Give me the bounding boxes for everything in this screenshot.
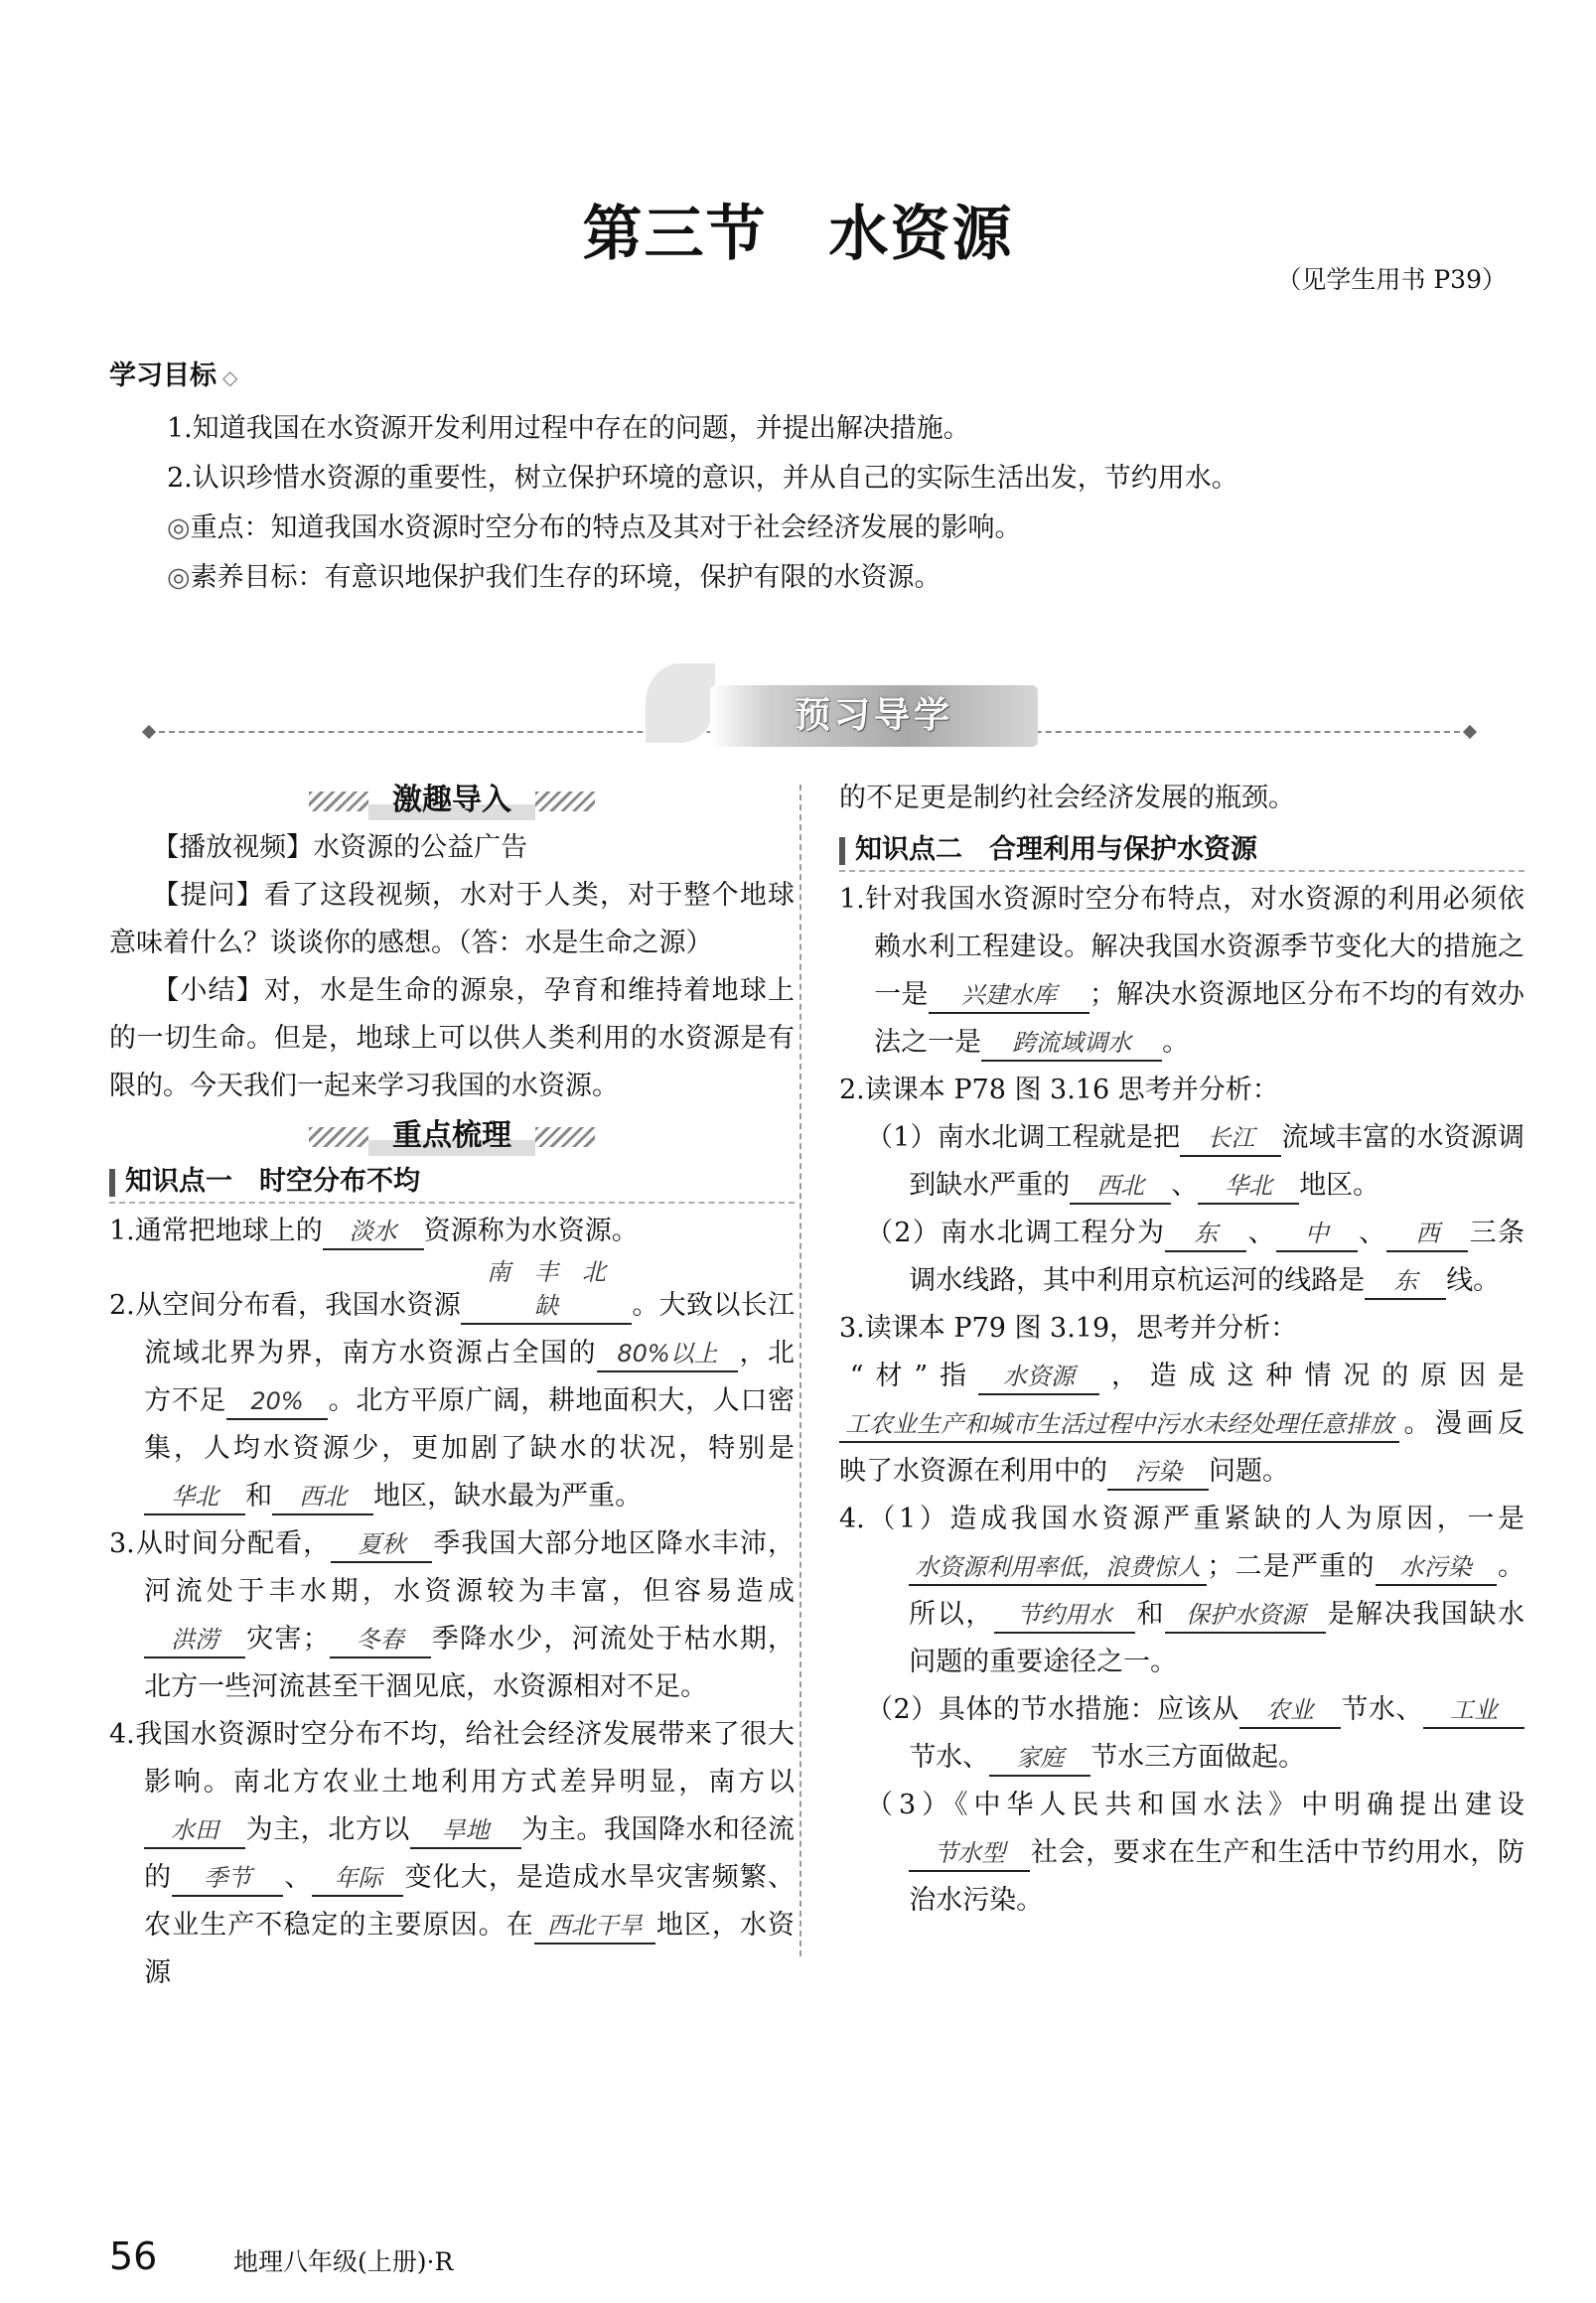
hatch-icon — [535, 1127, 595, 1147]
text: 。大致以长江流域北界为界，南方水资源占全国的 — [144, 1290, 795, 1368]
answer-blank: 水资源利用率低，浪费惊人 — [909, 1550, 1207, 1586]
kp1-q1 — [109, 1208, 795, 1255]
answer-blank: 跨流域调水 — [981, 1026, 1162, 1062]
kp2-q3-intro: 3.读课本 P79 图 3.19，思考并分析： — [839, 1313, 1298, 1344]
text: 为主。我国降水和径流的 — [144, 1814, 796, 1893]
text: ，北方不足 — [144, 1338, 796, 1416]
answer-blank: 节约用水 — [994, 1598, 1135, 1634]
kp1-q2 — [109, 1255, 795, 1520]
circle-mark-icon: ◎ — [167, 512, 191, 543]
goal-item-1: 1.知道我国在水资源开发利用过程中存在的问题，并提出解决措施。 — [167, 413, 970, 444]
answer-blank: 长江 — [1180, 1121, 1281, 1157]
text: 灾害； — [245, 1624, 330, 1655]
text: （2）具体的节水措施：应该从 — [866, 1694, 1239, 1725]
page-number: 56 — [109, 2234, 158, 2278]
text: 是解决我国缺水问题的重要途径之一。 — [909, 1599, 1525, 1677]
answer-blank: 工业 — [1423, 1693, 1524, 1729]
answer-blank: 保护水资源 — [1165, 1598, 1326, 1634]
answer-blank: 西北干旱 — [534, 1909, 655, 1944]
diamond-icon — [1463, 725, 1477, 739]
answer-blank: 南 丰 北 缺 — [461, 1255, 632, 1325]
intro-question: 【提问】看了这段视频，水对于人类，对于整个地球意味着什么？谈谈你的感想。（答：水是生命之源） — [109, 880, 795, 958]
goal-key — [167, 508, 1022, 548]
text: 地区，缺水最为严重。 — [373, 1481, 643, 1511]
answer-blank: 西北 — [272, 1480, 373, 1515]
answer-blank: 污染 — [1107, 1455, 1209, 1491]
answer-blank: 水资源 — [978, 1360, 1099, 1395]
kp1-heading-label: 知识点一 时空分布不均 — [125, 1166, 420, 1197]
kp1-continued — [839, 775, 1524, 822]
answer-blank: 季节 — [172, 1861, 283, 1897]
kp1-q3 — [109, 1520, 795, 1711]
goal-key-text: 重点：知道我国水资源时空分布的特点及其对于社会经济发展的影响。 — [190, 512, 1022, 543]
bar-icon — [839, 837, 845, 865]
intro-heading-label: 激趣导入 — [368, 781, 535, 820]
kp2-heading — [839, 830, 1524, 870]
goals-heading — [109, 354, 237, 392]
answer-blank: 洪涝 — [144, 1623, 245, 1658]
leaf-icon — [646, 663, 715, 743]
kp2-q4-s3 — [839, 1782, 1524, 1925]
kp1-heading — [109, 1162, 795, 1202]
text: 。北方平原广阔，耕地面积大，人口密集，人均水资源少，更加剧了缺水的状况，特别是 — [144, 1385, 796, 1464]
kp2-body — [839, 876, 1524, 1925]
hatch-icon — [309, 1127, 368, 1147]
book-title-footer: 地理八年级(上册)·R — [233, 2247, 454, 2276]
text: 、 — [1357, 1218, 1387, 1248]
kp2-q2-s2 — [839, 1210, 1524, 1305]
text: 地区。 — [1299, 1170, 1380, 1201]
intro-summary: 【小结】对，水是生命的源泉，孕育和维持着地球上的一切生命。但是，地球上可以供人类利用的水资源是有限的。今天我们一起来学习我国的水资源。 — [109, 975, 795, 1101]
text: 问题。 — [1209, 1456, 1289, 1487]
intro-text — [109, 824, 795, 1110]
answer-blank: 年际 — [312, 1861, 403, 1897]
review-heading-label: 重点梳理 — [368, 1116, 535, 1156]
text: 、 — [1171, 1170, 1199, 1201]
answer-blank: 家庭 — [989, 1741, 1090, 1777]
text: 、 — [283, 1862, 313, 1893]
diamond-icon — [142, 725, 156, 739]
answer-blank: 西 — [1386, 1217, 1468, 1252]
text: 。 — [1162, 1027, 1190, 1058]
text: ；解决水资源地区分布不均的有效办法之一是 — [874, 979, 1524, 1058]
text: 社会，要求在生产和生活中节约用水，防治水污染。 — [909, 1837, 1524, 1916]
text: 线。 — [1446, 1265, 1501, 1296]
text: 3.从时间分配看， — [109, 1528, 332, 1559]
kp1-divider — [109, 1202, 795, 1204]
text: 为主，北方以 — [245, 1814, 410, 1845]
answer-blank: 节水型 — [909, 1836, 1030, 1872]
kp2-q4-s1 — [839, 1496, 1524, 1686]
answer-blank: 淡水 — [323, 1215, 424, 1250]
section-banner: 预习导学 — [710, 685, 1038, 747]
text: 2.从空间分布看，我国水资源 — [109, 1290, 462, 1321]
text: 资源称为水资源。 — [423, 1216, 639, 1246]
diamond-icon: ◇ — [222, 365, 238, 389]
goal-literacy — [167, 558, 942, 598]
answer-blank: 华北 — [144, 1480, 245, 1515]
text: 。漫画反映了水资源在利用中的 — [839, 1408, 1524, 1487]
bar-icon — [109, 1169, 115, 1197]
goal-literacy-text: 素养目标：有意识地保护我们生存的环境，保护有限的水资源。 — [190, 562, 942, 593]
text: （3）《中华人民共和国水法》中明确提出建设 — [866, 1790, 1524, 1820]
answer-blank: 20% — [226, 1384, 328, 1420]
kp1-body — [109, 1208, 795, 1997]
text: 地区，水资源 — [144, 1910, 796, 1988]
kp2-q2-s1 — [839, 1114, 1524, 1210]
text: 节水、 — [1340, 1694, 1423, 1725]
text: 节水、 — [909, 1742, 990, 1773]
answer-blank: 水田 — [144, 1813, 245, 1849]
text: 变化大，是造成水旱灾害频繁、农业生产不稳定的主要原因。在 — [144, 1862, 796, 1941]
text: （1）南水北调工程就是把 — [866, 1122, 1181, 1153]
answer-blank: 东 — [1165, 1217, 1246, 1252]
hatch-icon — [535, 792, 595, 811]
text: 的不足更是制约社会经济发展的瓶颈。 — [839, 783, 1295, 813]
answer-blank: 西北 — [1070, 1169, 1171, 1205]
text: 节水三方面做起。 — [1090, 1742, 1306, 1773]
goal-item-2: 2.认识珍惜水资源的重要性，树立保护环境的意识，并从自己的实际生活出发，节约用水。 — [167, 463, 1238, 494]
intro-video: 【播放视频】水资源的公益广告 — [152, 832, 528, 863]
review-heading — [109, 1116, 795, 1156]
kp2-q3-body — [839, 1353, 1524, 1496]
text: 季我国大部分地区降水丰沛，河流处于丰水期，水资源较为丰富，但容易造成 — [144, 1528, 795, 1607]
answer-blank: 东 — [1365, 1264, 1446, 1300]
text: 4.（1）造成我国水资源严重紧缺的人为原因，一是 — [839, 1504, 1524, 1534]
kp2-heading-label: 知识点二 合理利用与保护水资源 — [855, 834, 1257, 865]
answer-blank: 夏秋 — [331, 1527, 432, 1563]
text: “材”指 — [849, 1361, 979, 1391]
text: 。所以， — [909, 1551, 1525, 1630]
kp2-q2-intro: 2.读课本 P78 图 3.16 思考并分析： — [839, 1075, 1279, 1105]
goals-heading-label: 学习目标 — [109, 360, 217, 391]
text: 1.通常把地球上的 — [109, 1216, 323, 1246]
text: 4.我国水资源时空分布不均，给社会经济发展带来了很大影响。南北方农业土地利用方式差异明显，南方以 — [109, 1719, 795, 1798]
left-column — [109, 781, 795, 1997]
text: ，造成这种情况的原因是 — [1099, 1361, 1524, 1391]
text: 和 — [245, 1481, 273, 1511]
circle-mark-icon: ◎ — [167, 562, 191, 593]
column-divider — [799, 785, 801, 1956]
text: 和 — [1134, 1599, 1166, 1630]
page-title: 第三节 水资源 — [582, 200, 1014, 269]
hatch-icon — [309, 792, 368, 811]
answer-blank: 冬春 — [330, 1623, 431, 1658]
answer-blank: 华北 — [1198, 1169, 1299, 1205]
text: （2）南水北调工程分为 — [866, 1218, 1166, 1248]
answer-blank: 兴建水库 — [929, 978, 1089, 1014]
text: ；二是严重的 — [1207, 1551, 1376, 1582]
answer-blank: 农业 — [1239, 1693, 1341, 1729]
text: 流域丰富的水资源调到缺水严重的 — [909, 1122, 1524, 1201]
right-column — [839, 775, 1524, 1925]
answer-blank: 中 — [1276, 1217, 1358, 1252]
kp1-q4 — [109, 1711, 795, 1997]
answer-blank: 旱地 — [410, 1813, 521, 1849]
kp2-q4-s2 — [839, 1686, 1524, 1782]
answer-blank: 工农业生产和城市生活过程中污水未经处理任意排放 — [839, 1407, 1399, 1443]
kp2-divider — [839, 870, 1524, 872]
text: 1.针对我国水资源时空分布特点，对水资源的利用必须依赖水利工程建设。解决我国水资源季节变化大的措施之一是 — [839, 884, 1524, 1010]
text: 季降水少，河流处于枯水期，北方一些河流甚至干涸见底，水资源相对不足。 — [144, 1624, 796, 1702]
kp2-q1 — [839, 876, 1524, 1067]
intro-heading — [109, 781, 795, 820]
answer-blank: 80%以上 — [597, 1337, 738, 1372]
text: 三条调水线路，其中利用京杭运河的线路是 — [909, 1218, 1525, 1296]
text: 、 — [1246, 1218, 1276, 1248]
book-reference: （见学生用书 P39） — [1276, 265, 1507, 294]
answer-blank: 水污染 — [1376, 1550, 1497, 1586]
